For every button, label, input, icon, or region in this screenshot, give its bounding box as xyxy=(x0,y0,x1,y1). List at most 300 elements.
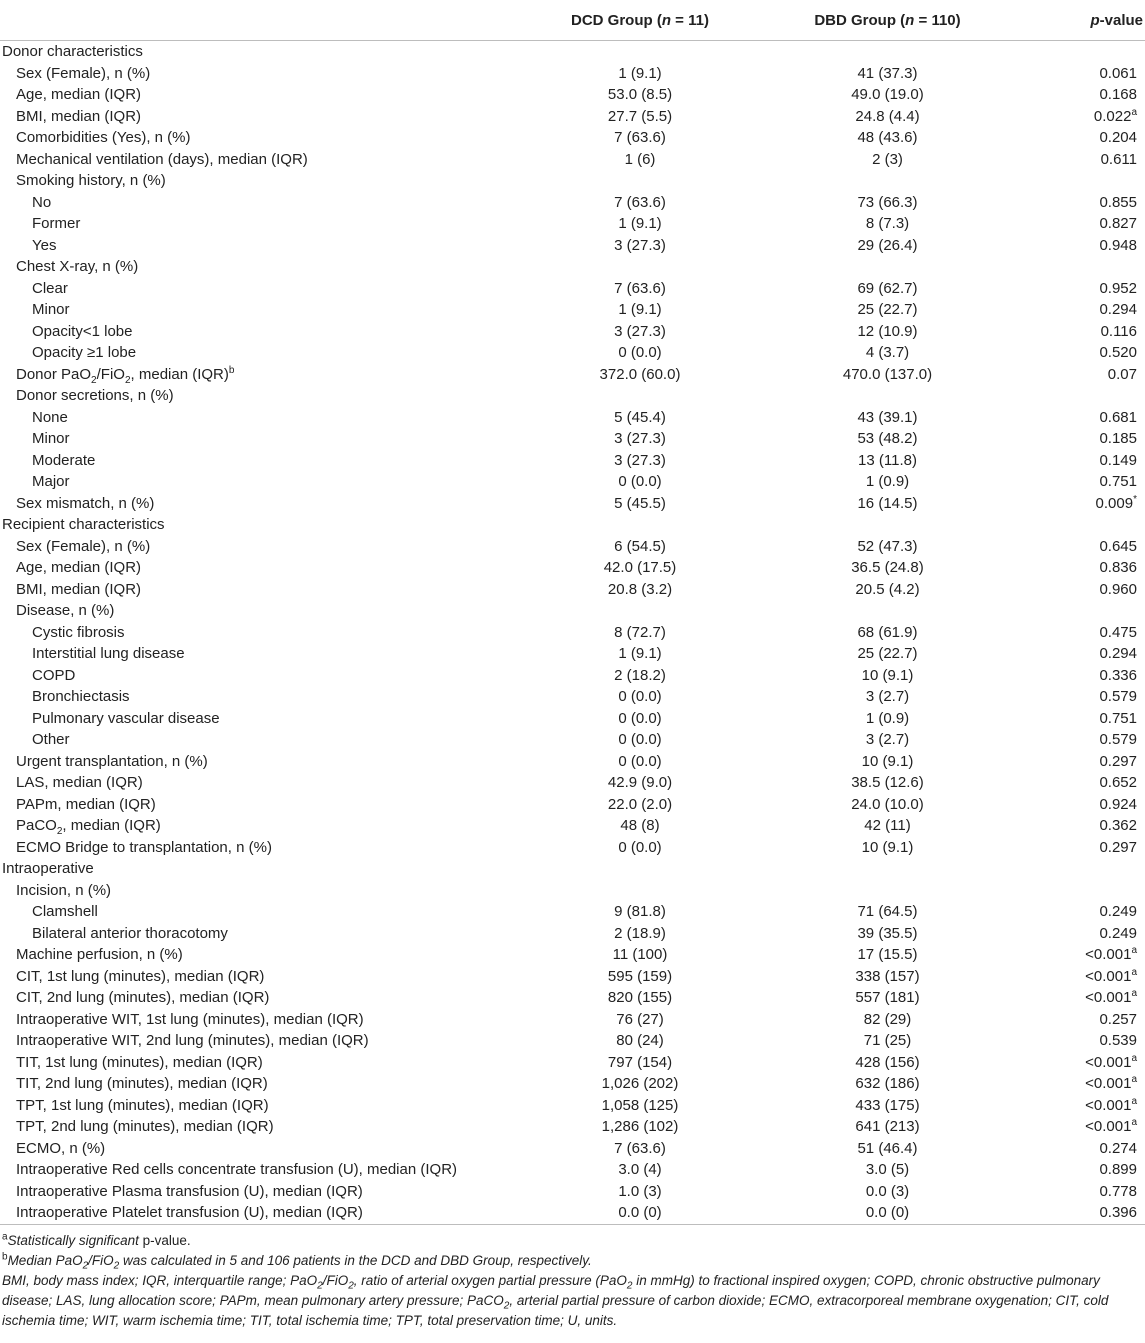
p-value xyxy=(1015,149,1145,171)
dbd-value: 13 (11.8) xyxy=(858,451,917,469)
p-value-footnote-marker: * xyxy=(1133,493,1137,505)
table-row xyxy=(0,1138,1145,1160)
dbd-value: 25 (22.7) xyxy=(857,645,918,662)
dcd-value: 3 (27.3) xyxy=(614,430,666,447)
p-value xyxy=(1015,321,1145,343)
row-label: PaCO$_2$, median (IQR) xyxy=(16,817,161,837)
dbd-value: 428 (156) xyxy=(855,1053,920,1071)
table-row xyxy=(0,987,1145,1009)
table-row xyxy=(0,299,1145,321)
table-body xyxy=(0,41,1145,1225)
dbd-value xyxy=(760,880,1015,902)
p-value xyxy=(1015,536,1145,558)
p-value xyxy=(1015,665,1145,687)
p-value xyxy=(1015,837,1145,859)
p-value xyxy=(1015,880,1145,902)
table-row xyxy=(0,450,1145,472)
dcd-value: 1 (9.1) xyxy=(618,301,662,318)
p-value xyxy=(1015,794,1145,816)
row-label: Bronchiectasis xyxy=(32,688,130,705)
table-row xyxy=(0,600,1145,622)
p-value-text: 0.836 xyxy=(1099,559,1137,576)
header-label-column xyxy=(0,0,520,41)
dcd-value: 76 (27) xyxy=(616,1010,664,1028)
p-value xyxy=(1015,579,1145,601)
p-value xyxy=(1015,987,1145,1009)
row-label: Opacity ≥1 lobe xyxy=(32,344,137,361)
dcd-value xyxy=(520,858,760,880)
dcd-value: 3.0 (4) xyxy=(618,1161,662,1178)
table-row xyxy=(0,901,1145,923)
dbd-value: 51 (46.4) xyxy=(857,1139,918,1157)
row-label: TIT, 2nd lung (minutes), median (IQR) xyxy=(16,1075,268,1092)
row-label: Clamshell xyxy=(32,903,98,920)
p-value xyxy=(1015,407,1145,429)
row-label: Yes xyxy=(32,236,57,254)
dcd-value: 42.0 (17.5) xyxy=(603,559,677,576)
p-value-footnote-marker: a xyxy=(1131,106,1137,118)
p-value-text: 0.948 xyxy=(1099,236,1137,254)
dcd-value: 1 (9.1) xyxy=(618,645,662,662)
row-label: Disease, n (%) xyxy=(16,602,115,619)
table-row xyxy=(0,1073,1145,1095)
p-value-text: 0.274 xyxy=(1099,1139,1137,1157)
p-value xyxy=(1015,643,1145,665)
table-row xyxy=(0,751,1145,773)
table-row xyxy=(0,1116,1145,1138)
row-label: Incision, n (%) xyxy=(16,881,112,899)
dcd-value: 42.9 (9.0) xyxy=(607,774,673,791)
row-label: Former xyxy=(32,215,81,232)
row-label: Cystic fibrosis xyxy=(32,623,125,641)
row-label: No xyxy=(32,193,52,211)
footnote-b: $^b$Median PaO$_2$/FiO$_2$ was calculated in 5 and 106 patients in the DCD and DBD Group, respectively. xyxy=(2,1251,592,1272)
p-value-footnote-marker: a xyxy=(1131,988,1137,999)
p-value xyxy=(1015,1202,1145,1224)
row-label: Opacity<1 lobe xyxy=(32,322,133,340)
dcd-value: 8 (72.7) xyxy=(614,623,666,641)
dbd-value: 557 (181) xyxy=(855,989,920,1006)
p-value-footnote-marker: a xyxy=(1131,966,1137,978)
p-value xyxy=(1015,944,1145,966)
dcd-value: 7 (63.6) xyxy=(614,279,666,297)
table-row xyxy=(0,385,1145,407)
dcd-value: 0 (0.0) xyxy=(618,344,662,361)
dbd-value: 25 (22.7) xyxy=(857,301,918,318)
dcd-value xyxy=(520,600,760,622)
p-value xyxy=(1015,1052,1145,1074)
p-value-text: 0.960 xyxy=(1099,580,1137,598)
p-value xyxy=(1015,1138,1145,1160)
p-value-text: 0.778 xyxy=(1099,1182,1137,1200)
dcd-value xyxy=(520,170,760,192)
p-value xyxy=(1015,299,1145,321)
p-value-text: 0.611 xyxy=(1100,150,1137,168)
row-label: ECMO, n (%) xyxy=(16,1139,106,1157)
table-row xyxy=(0,622,1145,644)
dcd-value: 1,058 (125) xyxy=(601,1096,679,1114)
row-label: Chest X-ray, n (%) xyxy=(16,258,139,275)
p-value xyxy=(1015,1159,1145,1181)
table-row xyxy=(0,923,1145,945)
p-value-text: 0.396 xyxy=(1099,1204,1137,1221)
dcd-value: 797 (154) xyxy=(607,1053,673,1071)
dcd-value: 1.0 (3) xyxy=(618,1182,662,1200)
row-label: LAS, median (IQR) xyxy=(16,774,143,791)
p-value-footnote-marker: a xyxy=(1131,1095,1137,1107)
table-row xyxy=(0,686,1145,708)
table-row xyxy=(0,1181,1145,1203)
dcd-value: 20.8 (3.2) xyxy=(607,580,673,598)
dcd-value: 7 (63.6) xyxy=(614,129,666,146)
section-header-row xyxy=(0,514,1145,536)
dbd-value: 73 (66.3) xyxy=(857,193,918,211)
dbd-value xyxy=(760,170,1015,192)
p-value-text: 0.297 xyxy=(1099,838,1137,856)
dbd-value: 2 (3) xyxy=(872,150,903,168)
p-value-text: 0.336 xyxy=(1099,666,1137,684)
p-value-text: 0.061 xyxy=(1099,64,1137,82)
table-row xyxy=(0,127,1145,149)
dbd-value: 10 (9.1) xyxy=(861,666,914,684)
dbd-value: 3.0 (5) xyxy=(865,1161,910,1178)
table-row xyxy=(0,794,1145,816)
table-header xyxy=(0,0,1145,41)
p-value-text: 0.645 xyxy=(1099,537,1137,555)
p-value-text: <0.001 xyxy=(1085,1096,1132,1114)
row-label: ECMO Bridge to transplantation, n (%) xyxy=(16,838,272,856)
p-value xyxy=(1015,84,1145,106)
row-label: Intraoperative WIT, 2nd lung (minutes), median (IQR) xyxy=(16,1032,369,1049)
dbd-value: 8 (7.3) xyxy=(865,215,910,232)
header-dcd-group: DCD Group (n = 11) xyxy=(520,0,760,41)
dbd-value: 24.8 (4.4) xyxy=(855,107,920,125)
section-header-row xyxy=(0,41,1145,63)
row-label: TPT, 1st lung (minutes), median (IQR) xyxy=(16,1096,269,1114)
row-label: Pulmonary vascular disease xyxy=(32,709,220,727)
table-row xyxy=(0,557,1145,579)
row-label: Age, median (IQR) xyxy=(16,86,142,103)
table-row xyxy=(0,63,1145,85)
row-label: Minor xyxy=(32,430,70,447)
p-value xyxy=(1015,1009,1145,1031)
p-value-text: 0.249 xyxy=(1099,903,1137,920)
dbd-value: 12 (10.9) xyxy=(857,322,918,340)
p-value xyxy=(1015,385,1145,407)
row-label: Bilateral anterior thoracotomy xyxy=(32,924,228,942)
row-label: Machine perfusion, n (%) xyxy=(16,946,183,963)
dcd-value: 2 (18.2) xyxy=(614,666,666,684)
p-value-text: 0.362 xyxy=(1099,817,1137,834)
p-value xyxy=(1015,858,1145,880)
dcd-value: 1,286 (102) xyxy=(601,1118,679,1135)
dcd-value: 80 (24) xyxy=(616,1032,664,1049)
dbd-value xyxy=(760,41,1015,63)
dbd-value: 68 (61.9) xyxy=(857,623,918,641)
dcd-value: 0 (0.0) xyxy=(618,709,662,727)
dcd-value xyxy=(520,880,760,902)
dbd-value: 36.5 (24.8) xyxy=(851,559,924,576)
dcd-value: 3 (27.3) xyxy=(614,322,666,340)
p-value xyxy=(1015,1073,1145,1095)
dbd-value: 641 (213) xyxy=(855,1118,920,1135)
table-row xyxy=(0,170,1145,192)
p-value-text: 0.520 xyxy=(1099,344,1137,361)
footnote-abbreviations: BMI, body mass index; IQR, interquartile range; PaO$_2$/FiO$_2$, ratio of arterial oxygen partial pressure (PaO$_2$ in mmHg) to fractional inspired oxygen; COPD, chronic obstructive pulmonary disease; LAS, lung allocation score; PAPm, mean pulmonary artery pressure; PaCO$_2$, arterial partial pressure of carbon dioxide; ECMO, extracorporeal membrane oxygenation; CIT, cold ischemia time; WIT, warm ischemia time; TIT, total ischemia time; TPT, total preservation time; U, units. xyxy=(2,1272,1109,1328)
row-label: None xyxy=(32,408,68,426)
dcd-value: 5 (45.4) xyxy=(614,408,666,426)
row-label: Donor secretions, n (%) xyxy=(16,387,174,404)
dcd-value: 7 (63.6) xyxy=(614,193,666,211)
dcd-value: 6 (54.5) xyxy=(614,537,666,555)
dbd-value: 49.0 (19.0) xyxy=(851,86,924,103)
row-label: Moderate xyxy=(32,451,96,469)
p-value xyxy=(1015,256,1145,278)
p-value xyxy=(1015,41,1145,63)
dcd-value xyxy=(520,514,760,536)
p-value-footnote-marker: a xyxy=(1131,945,1137,956)
p-value-text: 0.652 xyxy=(1099,774,1137,791)
p-value xyxy=(1015,170,1145,192)
table-row xyxy=(0,536,1145,558)
dbd-value: 69 (62.7) xyxy=(857,279,918,297)
p-value-text: 0.855 xyxy=(1099,193,1137,211)
dbd-value: 29 (26.4) xyxy=(857,236,918,254)
row-label: Intraoperative Platelet transfusion (U), median (IQR) xyxy=(0,1202,520,1224)
dbd-value: 24.0 (10.0) xyxy=(851,795,924,813)
p-value xyxy=(1015,751,1145,773)
row-label: Comorbidities (Yes), n (%) xyxy=(16,129,191,146)
row-label: BMI, median (IQR) xyxy=(16,107,142,125)
dbd-value: 20.5 (4.2) xyxy=(855,580,920,598)
row-label: Urgent transplantation, n (%) xyxy=(16,752,208,770)
p-value xyxy=(1015,1116,1145,1138)
row-label: Clear xyxy=(32,279,68,297)
footnote-a: $^a$Statistically significant p-value. xyxy=(2,1231,191,1248)
table-row xyxy=(0,493,1145,515)
section-header-row xyxy=(0,858,1145,880)
p-value-text: 0.827 xyxy=(1099,215,1137,232)
dcd-value: 2 (18.9) xyxy=(614,924,666,942)
dcd-value: 7 (63.6) xyxy=(614,1139,666,1157)
table-row xyxy=(0,966,1145,988)
p-value xyxy=(1015,63,1145,85)
p-value-text: 0.899 xyxy=(1099,1161,1137,1178)
p-value-text: 0.924 xyxy=(1099,795,1137,813)
table-row xyxy=(0,256,1145,278)
dcd-value xyxy=(520,256,760,278)
p-value-text: 0.149 xyxy=(1099,451,1137,469)
p-value xyxy=(1015,708,1145,730)
dbd-value: 17 (15.5) xyxy=(857,946,918,963)
p-value-text: <0.001 xyxy=(1085,1053,1132,1071)
dbd-value: 82 (29) xyxy=(863,1010,912,1028)
p-value xyxy=(1015,1095,1145,1117)
dbd-value: 42 (11) xyxy=(864,817,911,834)
dcd-value: 1,026 (202) xyxy=(601,1075,679,1092)
p-value xyxy=(1015,600,1145,622)
dbd-value: 41 (37.3) xyxy=(857,64,918,82)
dbd-value xyxy=(760,514,1015,536)
dcd-value: 9 (81.8) xyxy=(614,903,666,920)
table-row xyxy=(0,1095,1145,1117)
row-label: Donor PaO$_2$/FiO$_2$, median (IQR)$^b$ xyxy=(16,364,235,386)
p-value-text: 0.185 xyxy=(1099,430,1137,447)
table-row xyxy=(0,1009,1145,1031)
dbd-value: 433 (175) xyxy=(855,1096,920,1114)
dbd-value: 1 (0.9) xyxy=(865,473,910,490)
p-value-text: 0.116 xyxy=(1100,322,1137,340)
p-value-text: 0.294 xyxy=(1099,301,1137,318)
p-value-footnote-marker: a xyxy=(1131,1117,1137,1128)
table-row xyxy=(0,149,1145,171)
row-label: Sex mismatch, n (%) xyxy=(16,494,155,512)
p-value-text: 0.168 xyxy=(1099,86,1137,103)
section-label: Donor characteristics xyxy=(2,43,143,60)
dbd-value: 16 (14.5) xyxy=(857,494,918,512)
table-row xyxy=(0,708,1145,730)
dcd-value: 27.7 (5.5) xyxy=(607,107,673,125)
p-value xyxy=(1015,106,1145,128)
table-row xyxy=(0,579,1145,601)
row-label: COPD xyxy=(32,666,76,684)
p-value-text: 0.009 xyxy=(1095,494,1134,512)
p-value xyxy=(1015,471,1145,493)
p-value-text: <0.001 xyxy=(1085,946,1132,963)
table-row xyxy=(0,84,1145,106)
table-row xyxy=(0,364,1145,386)
table-row xyxy=(0,880,1145,902)
dbd-value: 3 (2.7) xyxy=(865,731,910,748)
header-p-value: p-value xyxy=(1015,0,1145,41)
table-row xyxy=(0,815,1145,837)
dbd-value: 43 (39.1) xyxy=(857,408,918,426)
table-row xyxy=(0,837,1145,859)
dcd-value: 3 (27.3) xyxy=(614,451,666,469)
table-row xyxy=(0,235,1145,257)
p-value-text: 0.07 xyxy=(1107,365,1137,383)
p-value-text: 0.204 xyxy=(1099,129,1137,146)
p-value-text: 0.257 xyxy=(1099,1010,1137,1028)
dbd-value: 1 (0.9) xyxy=(865,709,910,727)
dbd-value: 48 (43.6) xyxy=(857,129,918,146)
p-value-text: 0.751 xyxy=(1099,709,1137,727)
p-value xyxy=(1015,235,1145,257)
table-row xyxy=(0,213,1145,235)
row-label: Smoking history, n (%) xyxy=(16,172,166,189)
p-value-text: <0.001 xyxy=(1085,989,1132,1006)
row-label: Other xyxy=(32,731,70,748)
row-label: Mechanical ventilation (days), median (IQR) xyxy=(16,150,308,168)
row-label: Minor xyxy=(32,301,70,318)
p-value xyxy=(1015,514,1145,536)
section-label: Recipient characteristics xyxy=(2,516,165,533)
table-row xyxy=(0,106,1145,128)
row-label: Major xyxy=(32,473,70,490)
dcd-value xyxy=(520,385,760,407)
p-value xyxy=(1015,127,1145,149)
dcd-value: 11 (100) xyxy=(612,946,668,963)
row-label: Sex (Female), n (%) xyxy=(16,537,151,555)
p-value xyxy=(1015,1181,1145,1203)
dbd-value: 0.0 (3) xyxy=(865,1182,910,1200)
table-row xyxy=(0,1159,1145,1181)
row-label: Intraoperative Red cells concentrate transfusion (U), median (IQR) xyxy=(16,1161,458,1178)
p-value xyxy=(1015,557,1145,579)
dcd-value: 0.0 (0) xyxy=(520,1202,760,1224)
table-row xyxy=(0,192,1145,214)
table-row xyxy=(0,772,1145,794)
p-value-footnote-marker: a xyxy=(1131,1052,1137,1064)
p-value xyxy=(1015,342,1145,364)
row-label: BMI, median (IQR) xyxy=(16,580,142,598)
p-value xyxy=(1015,1030,1145,1052)
dbd-value: 71 (64.5) xyxy=(857,903,918,920)
table-row xyxy=(0,1052,1145,1074)
p-value xyxy=(1015,901,1145,923)
header-dbd-group: DBD Group (n = 110) xyxy=(760,0,1015,41)
dbd-value: 3 (2.7) xyxy=(865,688,910,705)
dcd-value: 22.0 (2.0) xyxy=(607,795,673,813)
p-value xyxy=(1015,450,1145,472)
p-value-text: 0.751 xyxy=(1099,473,1137,490)
dcd-value: 53.0 (8.5) xyxy=(607,86,673,103)
row-label: TPT, 2nd lung (minutes), median (IQR) xyxy=(16,1118,274,1135)
dbd-value: 632 (186) xyxy=(855,1075,920,1092)
dbd-value xyxy=(760,858,1015,880)
dbd-value: 71 (25) xyxy=(863,1032,912,1049)
dcd-value: 372.0 (60.0) xyxy=(599,365,681,383)
p-value xyxy=(1015,686,1145,708)
table-row xyxy=(0,407,1145,429)
dbd-value: 38.5 (12.6) xyxy=(851,774,924,791)
header-row xyxy=(0,0,1145,41)
dbd-value: 10 (9.1) xyxy=(861,838,914,856)
dbd-value: 10 (9.1) xyxy=(861,752,914,770)
p-value xyxy=(1015,278,1145,300)
table-row xyxy=(0,1030,1145,1052)
p-value xyxy=(1015,772,1145,794)
table-footnotes xyxy=(0,1225,1145,1331)
row-label: Sex (Female), n (%) xyxy=(16,64,151,82)
p-value-text: 0.249 xyxy=(1099,924,1137,942)
p-value-text: 0.022 xyxy=(1093,107,1132,125)
section-label: Intraoperative xyxy=(2,860,94,877)
table-row xyxy=(0,428,1145,450)
dcd-value: 0 (0.0) xyxy=(618,731,662,748)
dcd-value: 0 (0.0) xyxy=(618,752,662,770)
p-value-footnote-marker: a xyxy=(1131,1074,1137,1085)
row-label: Age, median (IQR) xyxy=(16,559,142,576)
p-value-text: 0.579 xyxy=(1099,688,1137,705)
row-label: TIT, 1st lung (minutes), median (IQR) xyxy=(16,1053,263,1071)
p-value-text: 0.681 xyxy=(1099,408,1137,426)
table-row xyxy=(0,643,1145,665)
dcd-value: 0 (0.0) xyxy=(618,473,662,490)
row-label: PAPm, median (IQR) xyxy=(16,795,156,813)
row-label: CIT, 1st lung (minutes), median (IQR) xyxy=(16,967,265,985)
p-value xyxy=(1015,815,1145,837)
p-value-text: 0.297 xyxy=(1099,752,1137,770)
dcd-value: 0 (0.0) xyxy=(618,838,662,856)
p-value-text: 0.475 xyxy=(1099,623,1137,641)
dbd-value: 4 (3.7) xyxy=(865,344,910,361)
dbd-value xyxy=(760,600,1015,622)
p-value xyxy=(1015,923,1145,945)
dbd-value: 470.0 (137.0) xyxy=(842,365,933,383)
dbd-value: 338 (157) xyxy=(855,967,920,985)
dbd-value: 52 (47.3) xyxy=(857,537,918,555)
